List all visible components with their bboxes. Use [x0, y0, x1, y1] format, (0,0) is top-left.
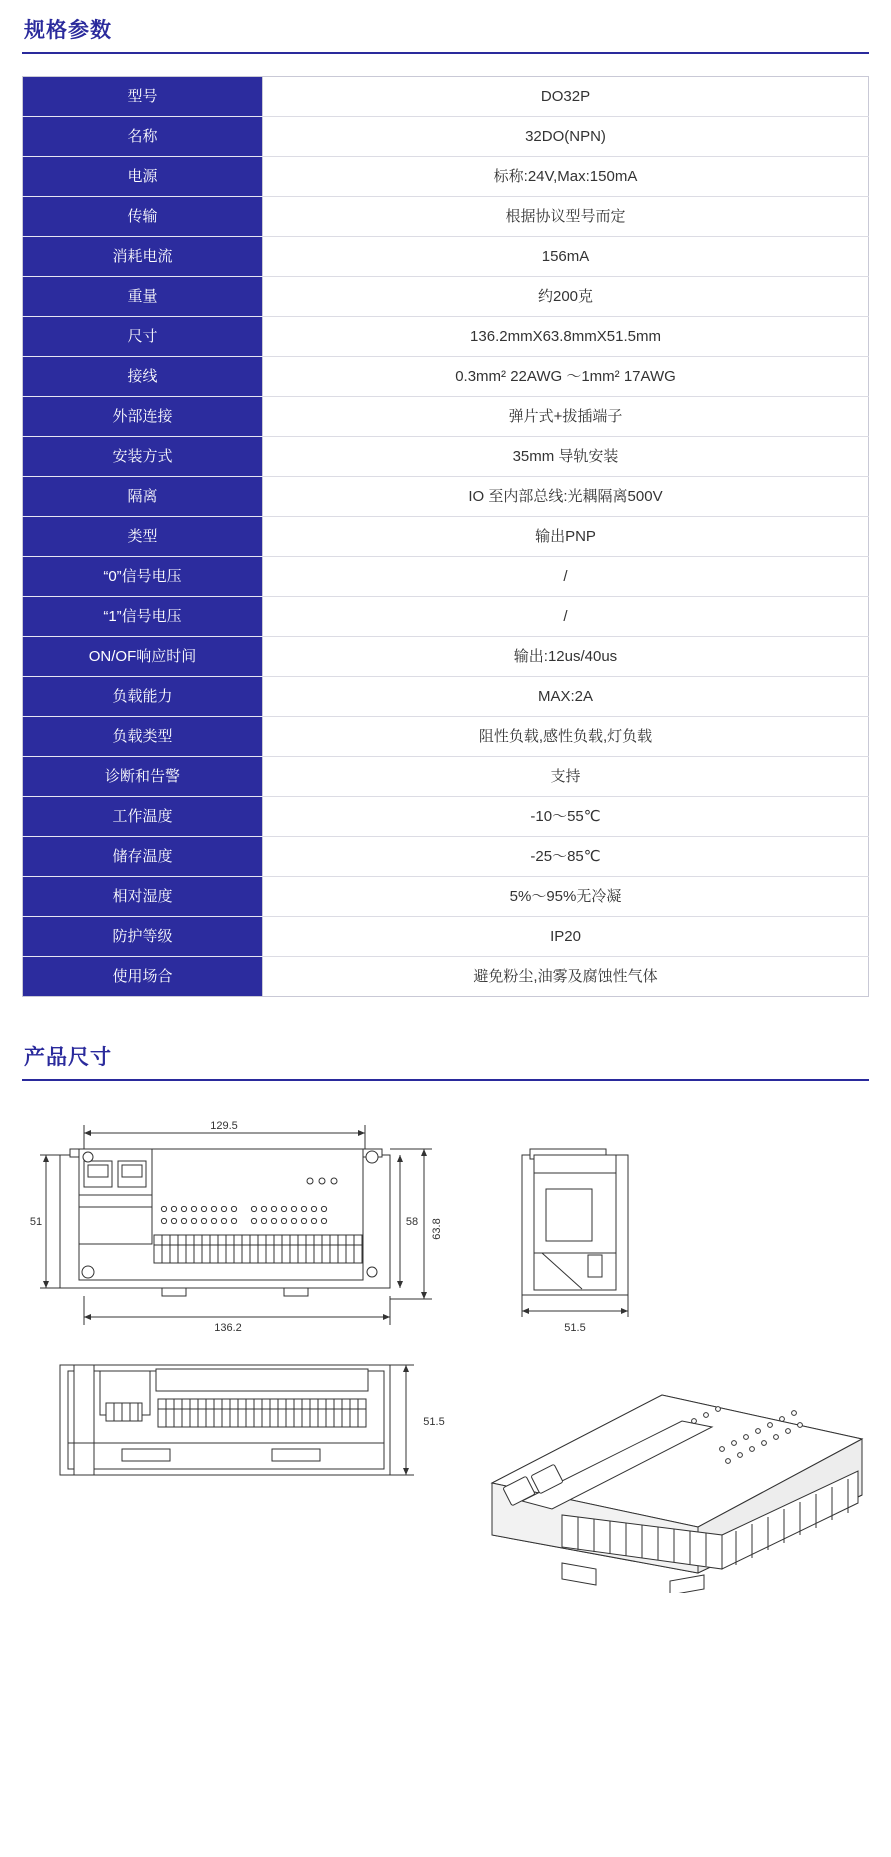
spec-value: DO32P	[263, 77, 869, 117]
spec-label: 储存温度	[23, 837, 263, 877]
spec-label: 相对湿度	[23, 877, 263, 917]
front-view-drawing	[40, 1125, 432, 1325]
table-row	[23, 277, 869, 317]
spec-label: 防护等级	[23, 917, 263, 957]
spec-label: 工作温度	[23, 797, 263, 837]
spec-value: 输出PNP	[263, 517, 869, 557]
spec-value: 约200克	[263, 277, 869, 317]
spec-label: 安装方式	[23, 437, 263, 477]
table-row	[23, 637, 869, 677]
table-row	[23, 357, 869, 397]
dim-left-height-label: 51	[29, 1216, 43, 1228]
side-view-drawing	[522, 1149, 628, 1317]
spec-value: MAX:2A	[263, 677, 869, 717]
spec-label: 类型	[23, 517, 263, 557]
spec-label: 名称	[23, 117, 263, 157]
spec-value: /	[263, 597, 869, 637]
table-row	[23, 917, 869, 957]
spec-value: /	[263, 557, 869, 597]
table-row	[23, 797, 869, 837]
spec-value: -10〜55℃	[263, 797, 869, 837]
spec-label: 传输	[23, 197, 263, 237]
spec-label: “0”信号电压	[23, 557, 263, 597]
table-row	[23, 397, 869, 437]
dimensions-section-title: 产品尺寸	[22, 1027, 869, 1081]
spec-label: “1”信号电压	[23, 597, 263, 637]
spec-value: 156mA	[263, 237, 869, 277]
isometric-view-drawing	[492, 1395, 862, 1593]
spec-label: 型号	[23, 77, 263, 117]
table-row	[23, 517, 869, 557]
table-row	[23, 757, 869, 797]
table-row	[23, 597, 869, 637]
spec-table-body	[23, 77, 869, 997]
spec-label: 隔离	[23, 477, 263, 517]
dimension-drawing-area	[22, 1103, 869, 1593]
spec-value: 35mm 导轨安装	[263, 437, 869, 477]
top-view-drawing	[60, 1365, 414, 1475]
table-row	[23, 557, 869, 597]
spec-label: 诊断和告警	[23, 757, 263, 797]
dim-right-inner-height-label: 58	[405, 1216, 419, 1228]
table-row	[23, 317, 869, 357]
table-row	[23, 477, 869, 517]
table-row	[23, 837, 869, 877]
table-row	[23, 957, 869, 997]
table-row	[23, 77, 869, 117]
table-row	[23, 117, 869, 157]
dim-topview-height-label: 51.5	[423, 1416, 445, 1428]
spec-label: 负载能力	[23, 677, 263, 717]
spec-value: 阻性负载,感性负载,灯负载	[263, 717, 869, 757]
spec-value: 136.2mmX63.8mmX51.5mm	[263, 317, 869, 357]
spec-label: 电源	[23, 157, 263, 197]
spec-value: 5%〜95%无冷凝	[263, 877, 869, 917]
table-row	[23, 237, 869, 277]
spec-section-title: 规格参数	[22, 0, 869, 54]
spec-value: IP20	[263, 917, 869, 957]
spec-label: 外部连接	[23, 397, 263, 437]
spec-value: -25〜85℃	[263, 837, 869, 877]
spec-value: 标称:24V,Max:150mA	[263, 157, 869, 197]
spec-value: 支持	[263, 757, 869, 797]
dimension-drawing	[22, 1103, 869, 1593]
spec-value: 0.3mm² 22AWG 〜1mm² 17AWG	[263, 357, 869, 397]
table-row	[23, 437, 869, 477]
dim-top-width-label: 129.5	[210, 1120, 238, 1132]
table-row	[23, 157, 869, 197]
table-row	[23, 197, 869, 237]
table-row	[23, 717, 869, 757]
spec-label: 负载类型	[23, 717, 263, 757]
spec-table	[22, 76, 869, 997]
spec-value: 弹片式+拔插端子	[263, 397, 869, 437]
dim-bottom-width-label: 136.2	[214, 1322, 242, 1334]
table-row	[23, 877, 869, 917]
spec-label: 重量	[23, 277, 263, 317]
table-row	[23, 677, 869, 717]
spec-value: 根据协议型号而定	[263, 197, 869, 237]
spec-value: 32DO(NPN)	[263, 117, 869, 157]
dim-right-outer-height-label: 63.8	[431, 1218, 443, 1240]
spec-label: 尺寸	[23, 317, 263, 357]
spec-value: 输出:12us/40us	[263, 637, 869, 677]
dim-side-width-label: 51.5	[564, 1322, 586, 1334]
spec-value: IO 至内部总线:光耦隔离500V	[263, 477, 869, 517]
spec-value: 避免粉尘,油雾及腐蚀性气体	[263, 957, 869, 997]
spec-label: 消耗电流	[23, 237, 263, 277]
spec-label: 接线	[23, 357, 263, 397]
spec-label: ON/OF响应时间	[23, 637, 263, 677]
spec-label: 使用场合	[23, 957, 263, 997]
